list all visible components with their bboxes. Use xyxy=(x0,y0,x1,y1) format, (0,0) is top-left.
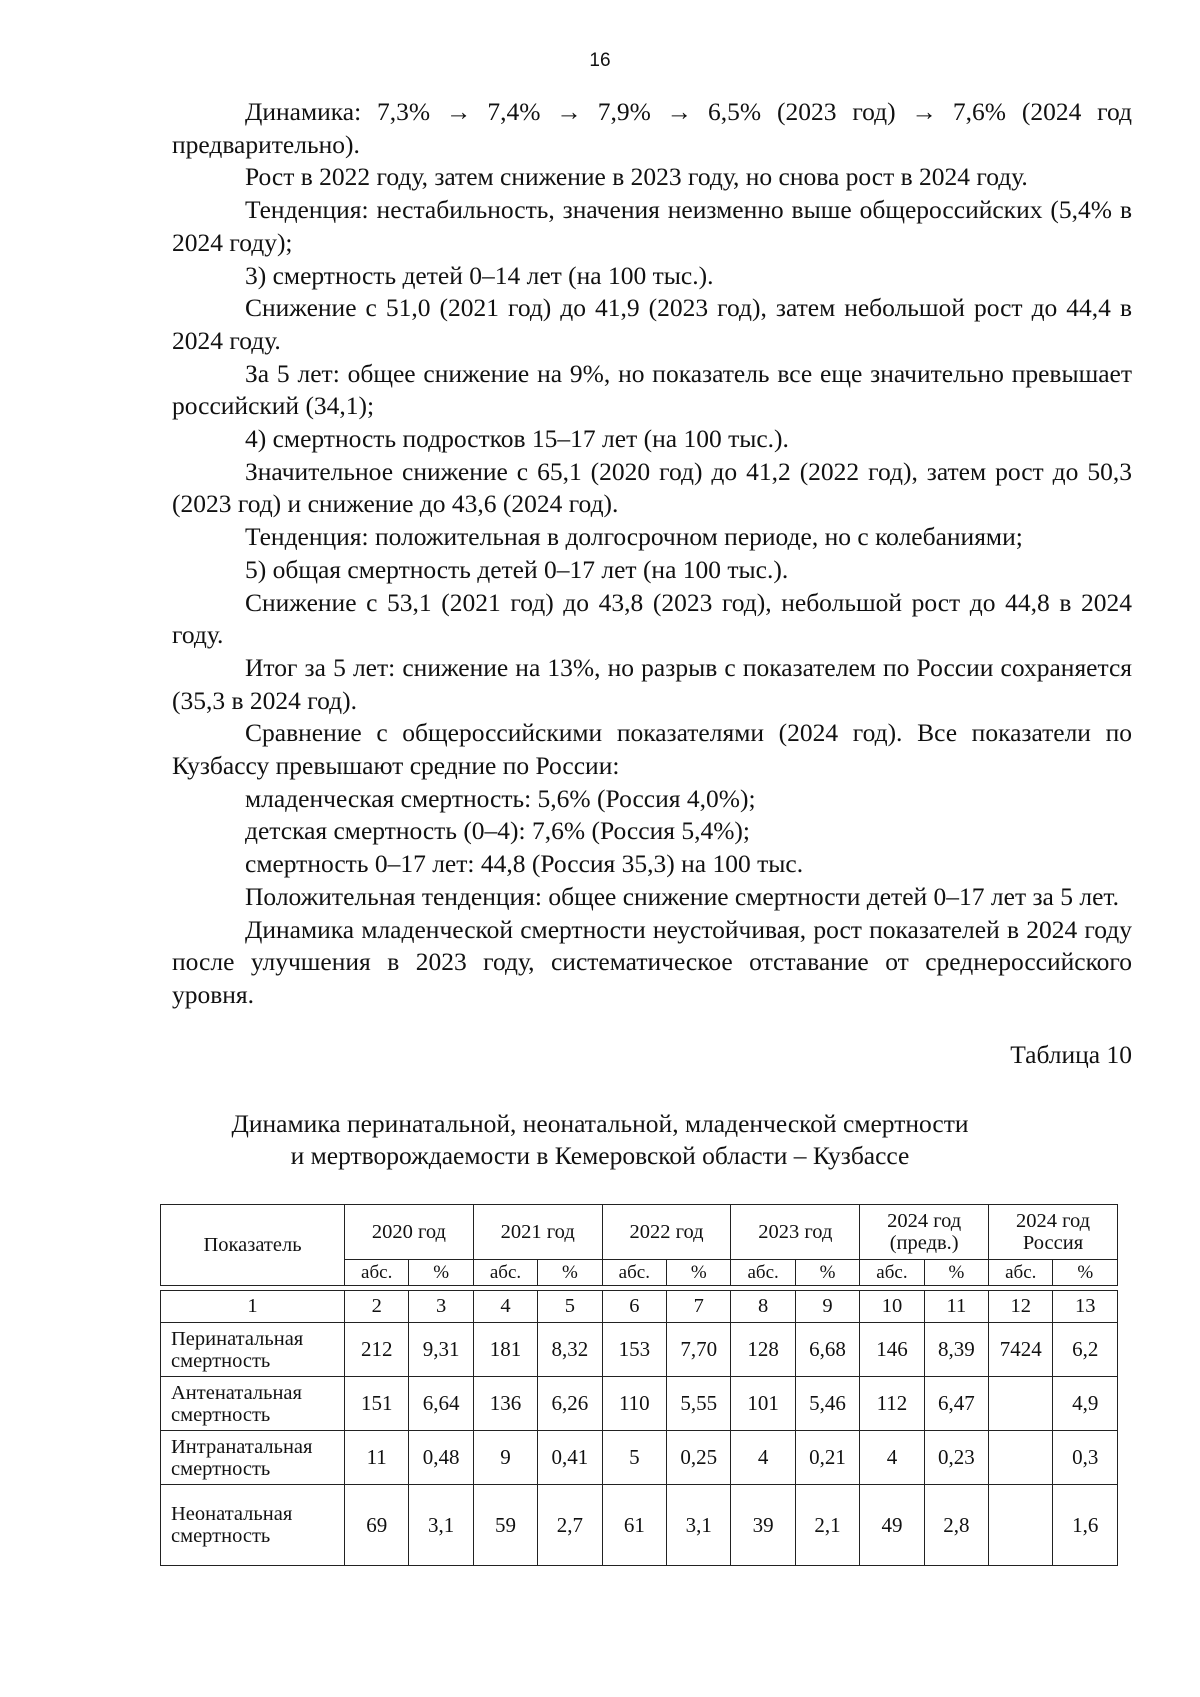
table-cell: 146 xyxy=(860,1323,924,1377)
column-number: 7 xyxy=(667,1291,731,1323)
column-number: 8 xyxy=(731,1291,795,1323)
table-body xyxy=(161,1323,1118,1566)
abs-subheader: абс. xyxy=(345,1260,409,1286)
table-cell: 4 xyxy=(731,1431,795,1485)
table-cell: 9 xyxy=(473,1431,537,1485)
paragraph: 3) смертность детей 0–14 лет (на 100 тыс.). xyxy=(245,260,714,290)
abs-subheader: абс. xyxy=(731,1260,795,1286)
table-row xyxy=(161,1431,1118,1485)
column-number: 1 xyxy=(161,1291,345,1323)
table-cell: 0,21 xyxy=(795,1431,859,1485)
paragraph: Рост в 2022 году, затем снижение в 2023 году, но снова рост в 2024 году. xyxy=(245,162,1028,192)
table-cell: 2,8 xyxy=(924,1485,988,1566)
paragraph: Значительное снижение с 65,1 (2020 год) до 41,2 (2022 год), затем рост до 50,3 (2023 год) и снижение до 43,6 (2024 год). xyxy=(172,456,1132,519)
table-cell: 181 xyxy=(473,1323,537,1377)
paragraph: Тенденция: положительная в долгосрочном периоде, но с колебаниями; xyxy=(245,522,1023,552)
column-number: 11 xyxy=(924,1291,988,1323)
table-cell: 112 xyxy=(860,1377,924,1431)
year-header: 2022 год xyxy=(602,1205,731,1260)
table-cell: 0,23 xyxy=(924,1431,988,1485)
indicator-name: Неонатальная смертность xyxy=(161,1485,345,1566)
table-cell: 6,26 xyxy=(538,1377,602,1431)
list-line: детская смертность (0–4): 7,6% (Россия 5,4%); xyxy=(245,816,751,846)
abs-subheader: абс. xyxy=(860,1260,924,1286)
pct-subheader: % xyxy=(795,1260,859,1286)
paragraph: Итог за 5 лет: снижение на 13%, но разрыв с показателем по России сохраняется (35,3 в 2024 год). xyxy=(172,652,1132,715)
table-cell: 61 xyxy=(602,1485,666,1566)
table-cell: 0,25 xyxy=(667,1431,731,1485)
table-cell xyxy=(989,1431,1053,1485)
table-cell: 6,64 xyxy=(409,1377,473,1431)
column-number: 10 xyxy=(860,1291,924,1323)
paragraph: За 5 лет: общее снижение на 9%, но показатель все еще значительно превышает российский (34,1); xyxy=(172,358,1132,421)
table-cell: 101 xyxy=(731,1377,795,1431)
year-header: 2024 год (предв.) xyxy=(860,1205,989,1260)
column-number: 9 xyxy=(795,1291,859,1323)
table-row xyxy=(161,1323,1118,1377)
table-cell: 9,31 xyxy=(409,1323,473,1377)
table-cell: 1,6 xyxy=(1053,1485,1118,1566)
table-title xyxy=(160,1108,1040,1172)
year-header: 2024 год Россия xyxy=(989,1205,1118,1260)
table-row xyxy=(161,1377,1118,1431)
table-cell: 7424 xyxy=(989,1323,1053,1377)
column-number: 6 xyxy=(602,1291,666,1323)
paragraph: Динамика младенческой смертности неустойчивая, рост показателей в 2024 году после улучшения в 2023 году, систематическое отставание от среднероссийского уровня. xyxy=(172,914,1132,1009)
paragraph: Сравнение с общероссийскими показателями (2024 год). Все показатели по Кузбассу превышают средние по России: xyxy=(172,718,1132,781)
paragraph: Снижение с 51,0 (2021 год) до 41,9 (2023 год), затем небольшой рост до 44,4 в 2024 году. xyxy=(172,293,1132,355)
table-cell: 59 xyxy=(473,1485,537,1566)
table-cell: 0,41 xyxy=(538,1431,602,1485)
table-cell xyxy=(989,1485,1053,1566)
paragraph: Положительная тенденция: общее снижение смертности детей 0–17 лет за 5 лет. xyxy=(245,881,1120,911)
column-number: 4 xyxy=(473,1291,537,1323)
table-cell: 5 xyxy=(602,1431,666,1485)
table-cell: 0,3 xyxy=(1053,1431,1118,1485)
column-number: 2 xyxy=(345,1291,409,1323)
table-label: Таблица 10 xyxy=(1010,1040,1132,1069)
list-line: смертность 0–17 лет: 44,8 (Россия 35,3) на 100 тыс. xyxy=(245,849,804,879)
pct-subheader: % xyxy=(924,1260,988,1286)
abs-subheader: абс. xyxy=(989,1260,1053,1286)
pct-subheader: % xyxy=(1053,1260,1118,1286)
column-number: 5 xyxy=(538,1291,602,1323)
table-cell: 0,48 xyxy=(409,1431,473,1485)
table-cell: 3,1 xyxy=(409,1485,473,1566)
table-cell: 4 xyxy=(860,1431,924,1485)
year-header: 2023 год xyxy=(731,1205,860,1260)
table-cell: 136 xyxy=(473,1377,537,1431)
table-cell xyxy=(989,1377,1053,1431)
paragraph: Тенденция: нестабильность, значения неизменно выше общероссийских (5,4% в 2024 году); xyxy=(172,195,1132,257)
pct-subheader: % xyxy=(538,1260,602,1286)
table-cell: 128 xyxy=(731,1323,795,1377)
list-line: младенческая смертность: 5,6% (Россия 4,0%); xyxy=(245,783,756,813)
year-header: 2020 год xyxy=(345,1205,474,1260)
table-cell: 39 xyxy=(731,1485,795,1566)
column-number: 13 xyxy=(1053,1291,1118,1323)
table-cell: 8,32 xyxy=(538,1323,602,1377)
column-number-row xyxy=(161,1291,1118,1323)
table-cell: 8,39 xyxy=(924,1323,988,1377)
table-cell: 3,1 xyxy=(667,1485,731,1566)
column-number: 3 xyxy=(409,1291,473,1323)
table-cell: 6,2 xyxy=(1053,1323,1118,1377)
paragraph: 4) смертность подростков 15–17 лет (на 100 тыс.). xyxy=(245,424,789,454)
table-cell: 2,7 xyxy=(538,1485,602,1566)
body-text xyxy=(172,96,1132,1012)
table-cell: 4,9 xyxy=(1053,1377,1118,1431)
paragraph: Снижение с 53,1 (2021 год) до 43,8 (2023 год), небольшой рост до 44,8 в 2024 году. xyxy=(172,587,1132,650)
table-cell: 7,70 xyxy=(667,1323,731,1377)
table-cell: 5,46 xyxy=(795,1377,859,1431)
indicator-name: Антенатальная смертность xyxy=(161,1377,345,1431)
table-title-line: и мертворождаемости в Кемеровской области – Кузбассе xyxy=(290,1141,910,1170)
table-cell: 5,55 xyxy=(667,1377,731,1431)
indicator-name: Интранатальная смертность xyxy=(161,1431,345,1485)
table-cell: 151 xyxy=(345,1377,409,1431)
table-header-row xyxy=(161,1205,1118,1260)
paragraph: 5) общая смертность детей 0–17 лет (на 100 тыс.). xyxy=(245,554,789,584)
pct-subheader: % xyxy=(409,1260,473,1286)
table-cell: 69 xyxy=(345,1485,409,1566)
page-number: 16 xyxy=(589,50,611,71)
year-header: 2021 год xyxy=(473,1205,602,1260)
pct-subheader: % xyxy=(667,1260,731,1286)
table-cell: 11 xyxy=(345,1431,409,1485)
paragraph: Динамика: 7,3% → 7,4% → 7,9% → 6,5% (2023 год) → 7,6% (2024 год предварительно). xyxy=(172,97,1132,159)
column-number: 12 xyxy=(989,1291,1053,1323)
table-cell: 212 xyxy=(345,1323,409,1377)
indicator-header: Показатель xyxy=(161,1205,345,1286)
indicator-name: Перинатальная смертность xyxy=(161,1323,345,1377)
mortality-table xyxy=(160,1204,1118,1566)
table-row xyxy=(161,1485,1118,1566)
abs-subheader: абс. xyxy=(473,1260,537,1286)
table-title-line: Динамика перинатальной, неонатальной, младенческой смертности xyxy=(231,1109,969,1138)
table-cell: 6,68 xyxy=(795,1323,859,1377)
table-cell: 2,1 xyxy=(795,1485,859,1566)
table-cell: 153 xyxy=(602,1323,666,1377)
abs-subheader: абс. xyxy=(602,1260,666,1286)
table-cell: 6,47 xyxy=(924,1377,988,1431)
table-cell: 110 xyxy=(602,1377,666,1431)
table-cell: 49 xyxy=(860,1485,924,1566)
